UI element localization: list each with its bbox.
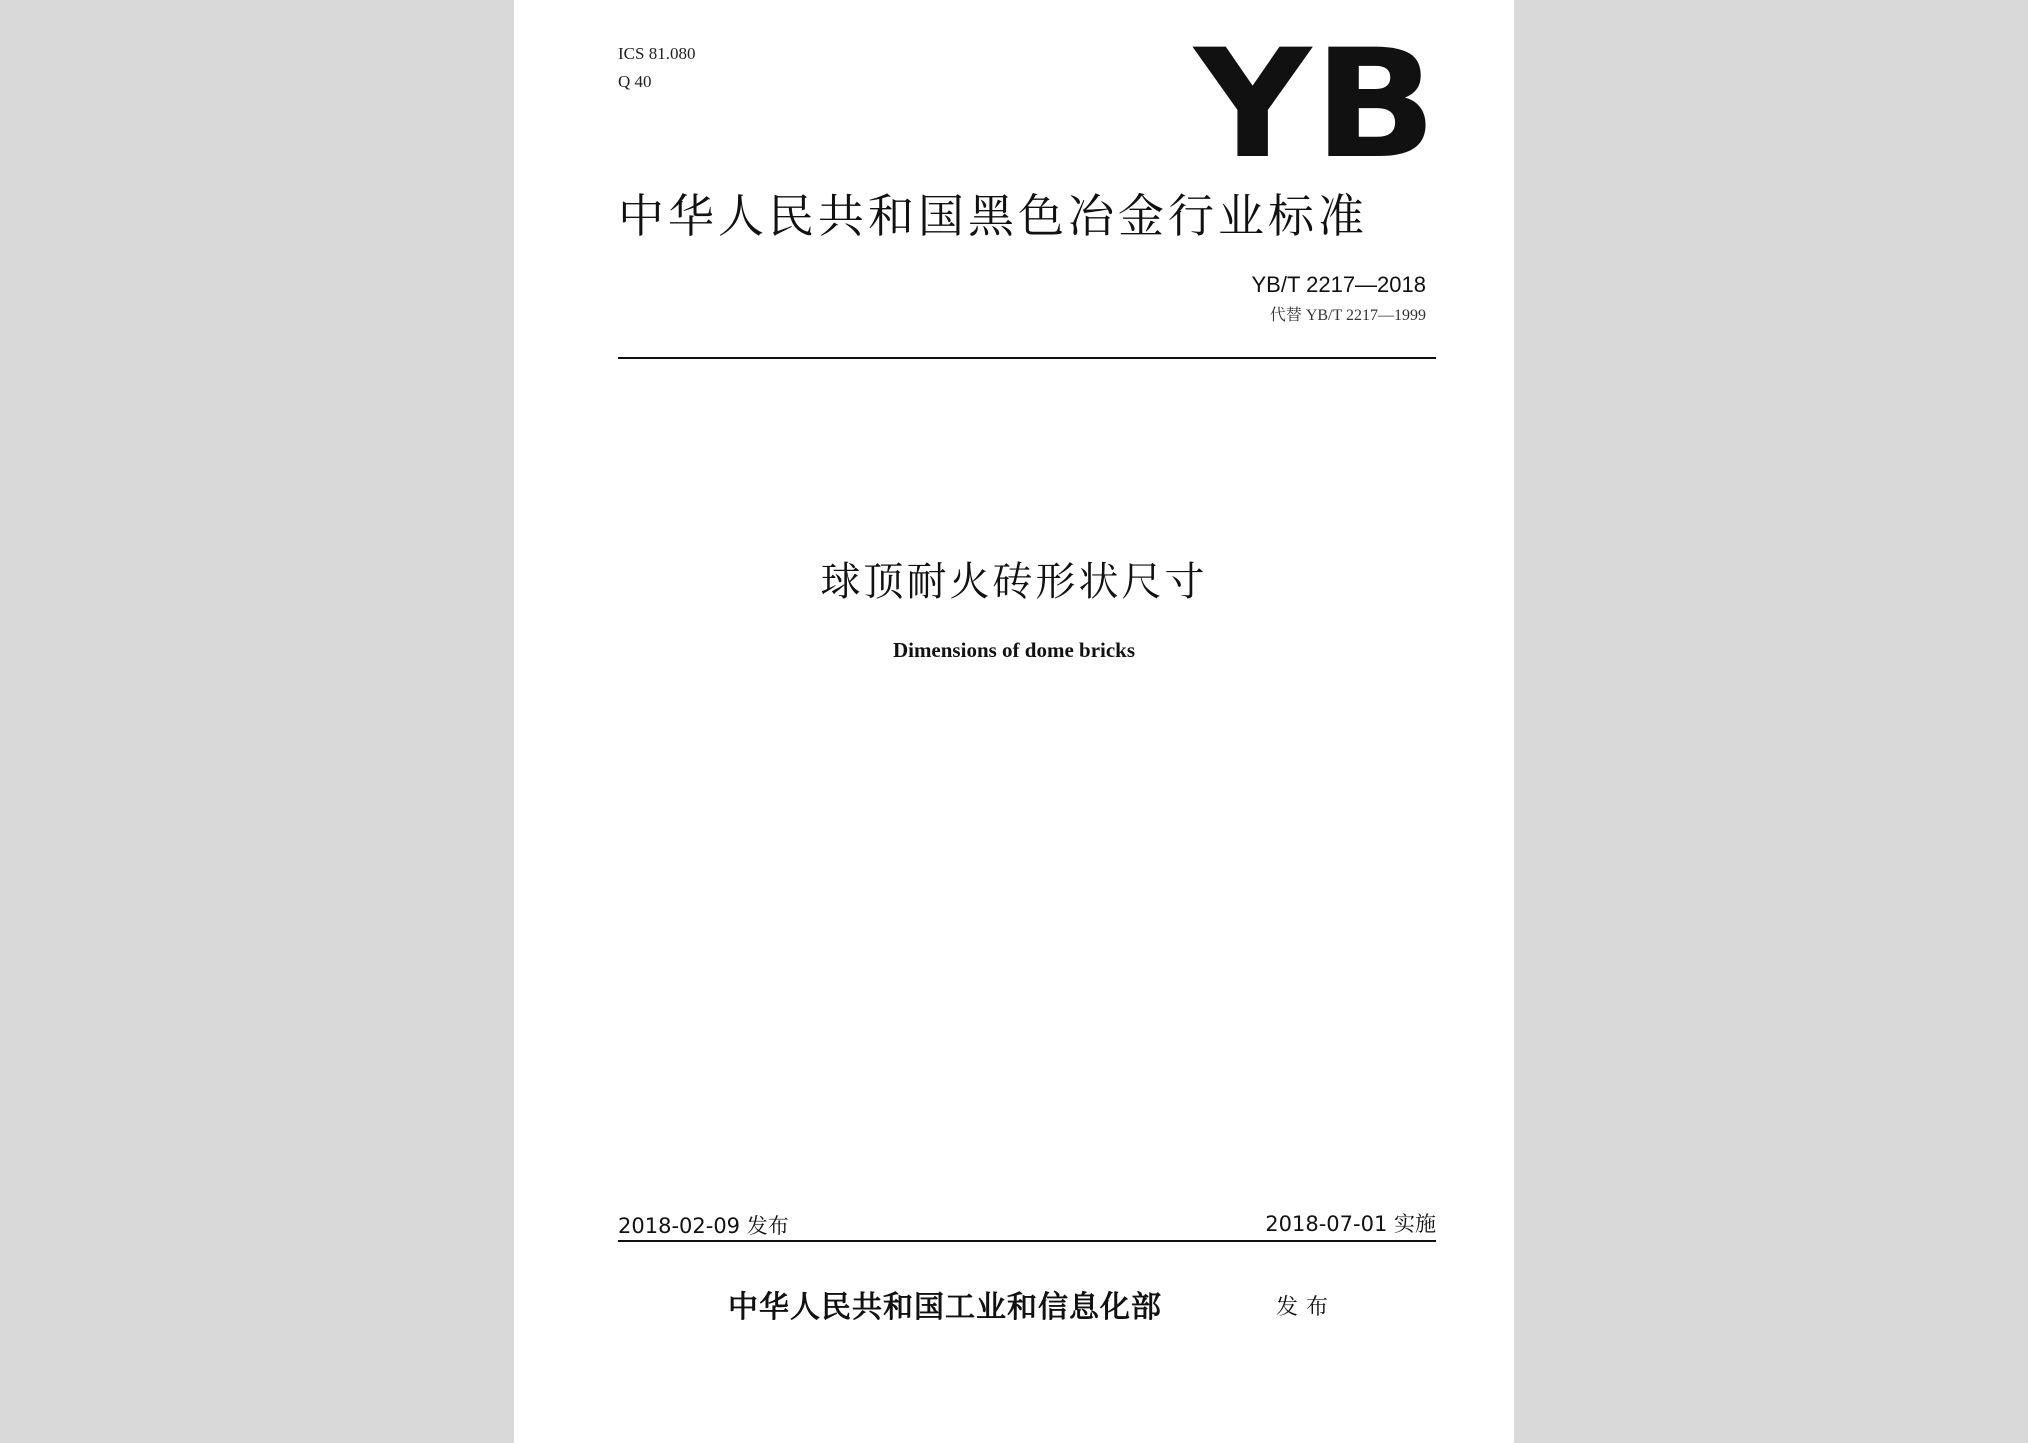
footer-divider: [618, 1240, 1436, 1242]
standard-title: 中华人民共和国黑色冶金行业标准: [618, 189, 1368, 243]
yb-logo: YB: [1194, 18, 1440, 192]
header-divider: [618, 357, 1436, 359]
issue-date: 2018-02-09 发布: [618, 1214, 789, 1238]
publisher-name: 中华人民共和国工业和信息化部: [728, 1290, 1162, 1325]
implementation-date: 2018-07-01 实施: [1265, 1212, 1436, 1236]
ics-code: ICS 81.080: [618, 44, 696, 63]
replaced-standard: 代替 YB/T 2217—1999: [1269, 307, 1426, 324]
standard-number: YB/T 2217—2018: [1251, 272, 1426, 297]
document-title-english: Dimensions of dome bricks: [892, 638, 1136, 662]
ccs-code: Q 40: [618, 72, 652, 91]
document-page: [514, 0, 1514, 1443]
document-title-chinese: 球顶耐火砖形状尺寸: [820, 559, 1208, 605]
publish-label: 发布: [1276, 1295, 1337, 1320]
